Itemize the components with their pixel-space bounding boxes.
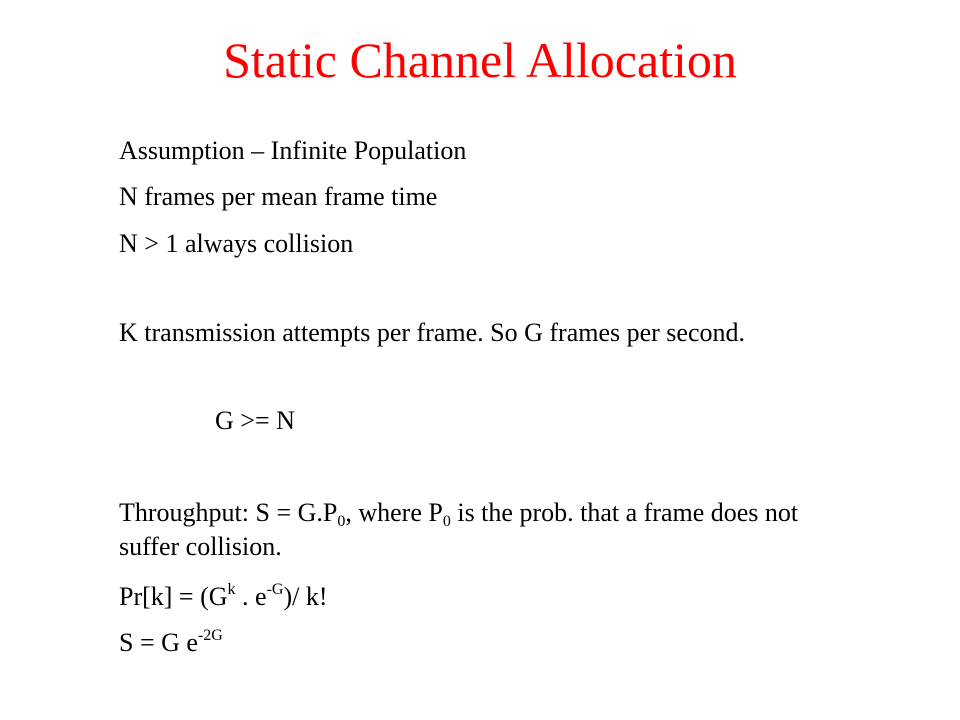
poisson-suffix: )/ k!: [283, 582, 328, 611]
bullet-assumption: Assumption – Infinite Population: [119, 136, 467, 165]
bullet-n-collision: N > 1 always collision: [119, 229, 354, 258]
poisson-superscript-k: k: [227, 581, 236, 598]
throughput-subscript-2: 0: [442, 513, 451, 530]
slide-title: Static Channel Allocation: [223, 32, 737, 88]
poisson-middle: . e: [242, 582, 267, 611]
poisson-formula: [119, 580, 328, 614]
result-prefix: S = G e: [119, 628, 198, 657]
throughput-prefix: Throughput: S = G.P: [119, 498, 338, 527]
throughput-subscript-1: 0: [337, 513, 346, 530]
throughput-suffix: is the prob. that a frame does not suffer collision.: [119, 498, 799, 561]
throughput-middle: , where P: [345, 498, 443, 527]
throughput-result-formula: [119, 626, 223, 660]
poisson-superscript-neg-g: -G: [266, 581, 284, 598]
bullet-k-attempts: K transmission attempts per frame. So G frames per second.: [119, 318, 746, 347]
result-superscript: -2G: [197, 627, 223, 644]
bullet-n-frames: N frames per mean frame time: [119, 182, 438, 211]
throughput-statement: [119, 496, 809, 564]
inequality-g-ge-n: G >= N: [215, 406, 295, 435]
poisson-prefix: Pr[k] = (G: [119, 582, 228, 611]
